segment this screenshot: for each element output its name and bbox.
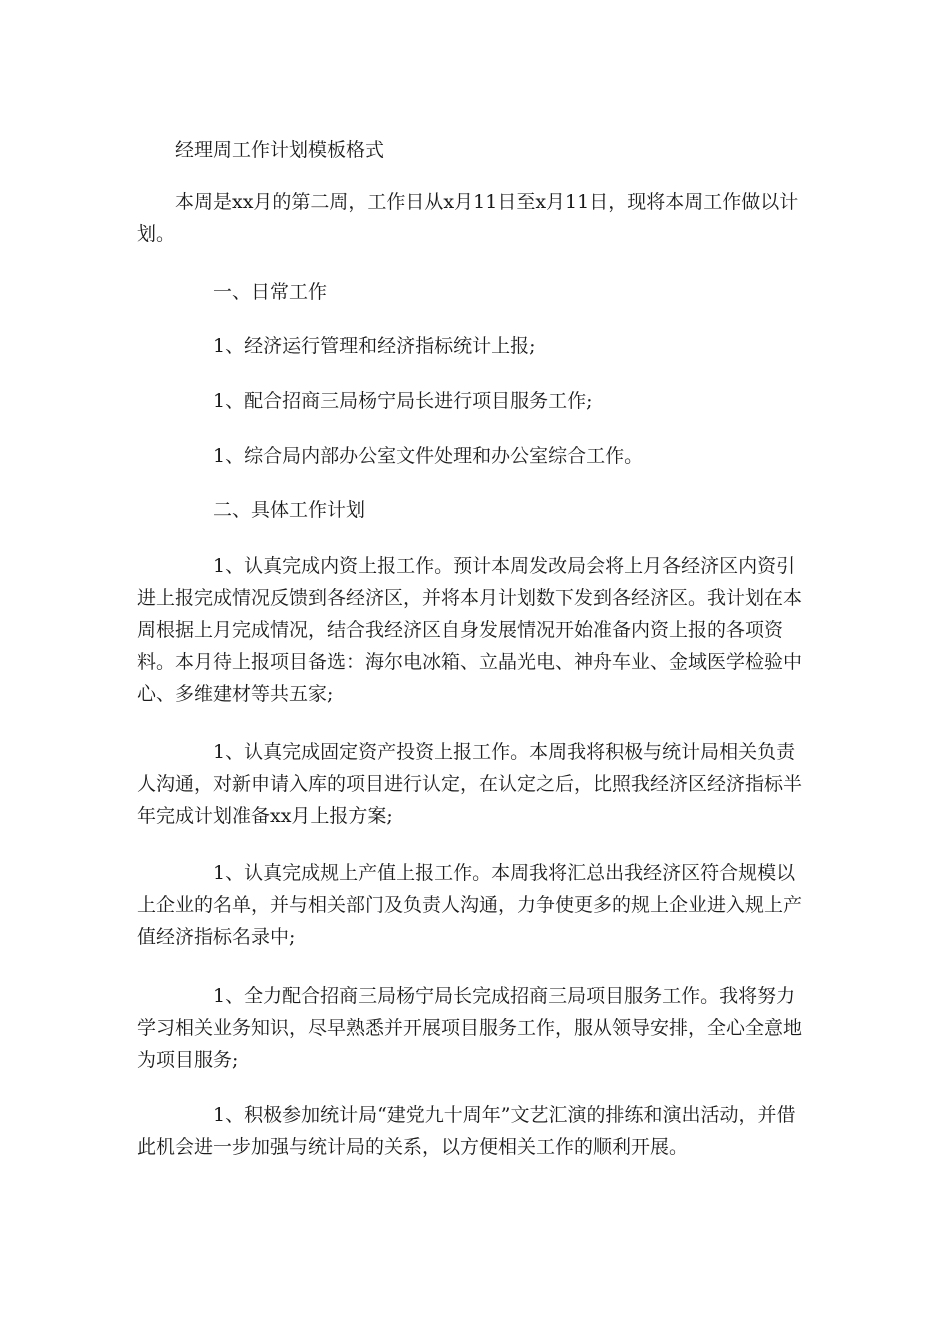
section-heading-work-plan: 二、具体工作计划 <box>213 499 366 521</box>
list-item: 1、全力配合招商三局杨宁局长完成招商三局项目服务工作。我将努力学习相关业务知识，尽早熟悉并开展项目服务工作，服从领导安排，全心全意地为项目服务; <box>137 985 803 1071</box>
list-item: 1、配合招商三局杨宁局长进行项目服务工作; <box>213 390 593 412</box>
list-item: 1、认真完成固定资产投资上报工作。本周我将积极与统计局相关负责人沟通，对新申请入库的项目进行认定，在认定之后，比照我经济区经济指标半年完成计划准备xx月上报方案; <box>137 741 803 827</box>
list-item: 1、积极参加统计局“建党九十周年”文艺汇演的排练和演出活动，并借此机会进一步加强与统计局的关系，以方便相关工作的顺利开展。 <box>137 1104 796 1158</box>
section-heading-daily-work: 一、日常工作 <box>213 281 328 303</box>
list-item: 1、综合局内部办公室文件处理和办公室综合工作。 <box>213 445 644 467</box>
list-item: 1、认真完成规上产值上报工作。本周我将汇总出我经济区符合规模以上企业的名单，并与相关部门及负责人沟通，力争使更多的规上企业进入规上产值经济指标名录中; <box>137 862 803 948</box>
document-title: 经理周工作计划模板格式 <box>175 139 385 161</box>
list-item: 1、经济运行管理和经济指标统计上报; <box>213 335 536 357</box>
intro-paragraph: 本周是xx月的第二周，工作日从x月11日至x月11日，现将本周工作做以计划。 <box>137 191 799 245</box>
list-item: 1、认真完成内资上报工作。预计本周发改局会将上月各经济区内资引进上报完成情况反馈到各经济区，并将本月计划数下发到各经济区。我计划在本周根据上月完成情况，结合我经济区自身发展情况开始准备内资上报的各项资料。本月待上报项目备选：海尔电冰箱、立晶光电、神舟车业、金域医学检验中心、多维建材等共五家; <box>137 555 803 705</box>
